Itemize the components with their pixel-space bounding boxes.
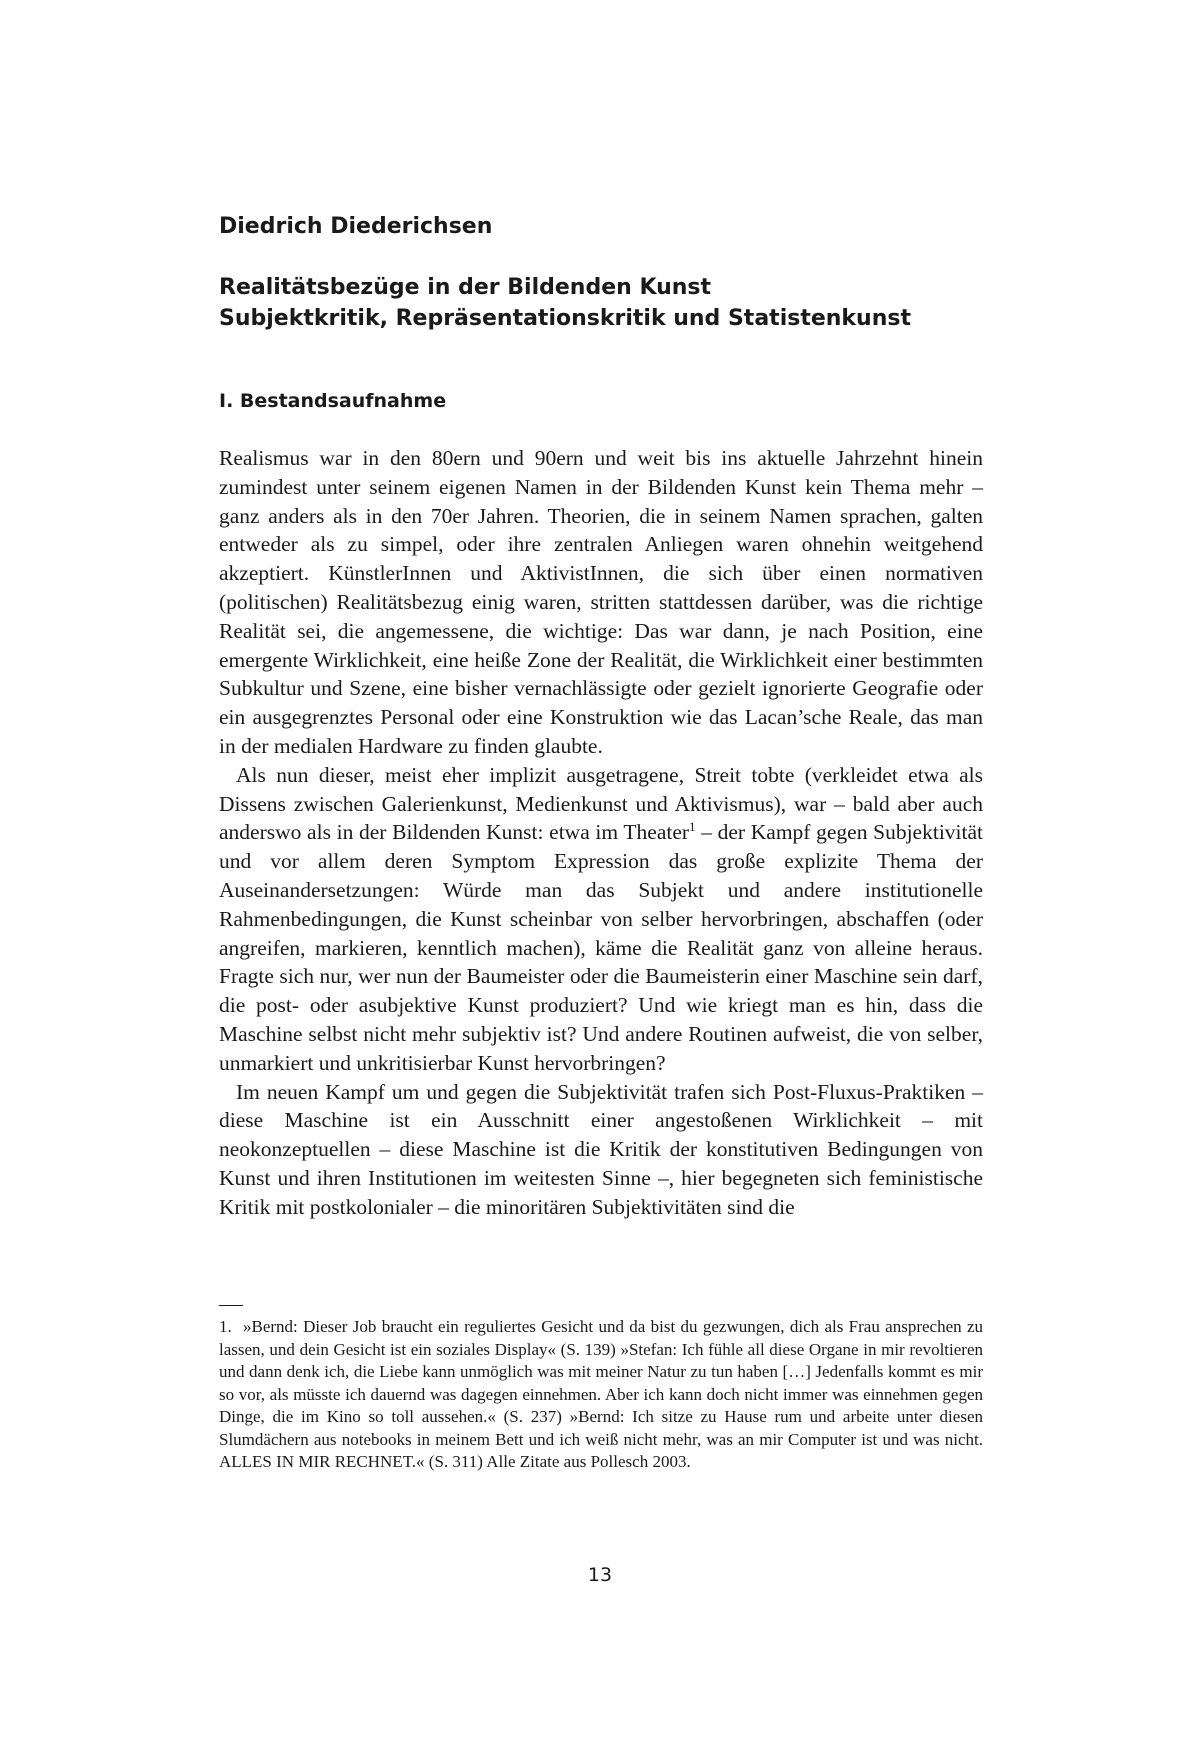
title-line-2: Subjektkritik, Repräsentationskritik und Statistenkunst (219, 306, 911, 331)
paragraph-2-text-a: Als nun dieser, meist eher implizit ausgetragene, Streit tobte (verkleidet etwa als Dissens zwischen Galerienkunst, Medienkunst und Aktivismus), war – bald aber auch anderswo als in der Bildenden Kunst: etwa im Theater (219, 762, 983, 845)
chapter-title (219, 272, 911, 334)
paragraph-3: Im neuen Kampf um und gegen die Subjektivität trafen sich Post-Fluxus-Praktiken – diese Maschine ist ein Ausschnitt einer angestoßenen Wirklichkeit – mit neokonzeptuellen – diese Maschine ist die Kritik der konstitutiven Bedingungen von Kunst und ihren Institutionen im weitesten Sinne –, hier begegneten sich feministische Kritik mit postkolonialer – die minoritären Subjektivitäten sind die (219, 1079, 983, 1219)
footnote-reference[interactable]: 1 (689, 819, 696, 835)
body-text (219, 444, 983, 1222)
title-line-1: Realitätsbezüge in der Bildenden Kunst (219, 275, 712, 300)
footnote-number: 1. (219, 1317, 232, 1336)
paragraph-2 (219, 761, 983, 1078)
footnote (219, 1316, 983, 1474)
footnote-divider (219, 1305, 243, 1306)
footnote-text: »Bernd: Dieser Job braucht ein reguliertes Gesicht und da bist du gezwungen, dich als Frau ansprechen zu lassen, und dein Gesicht ist ein soziales Display« (S. 139) »Stefan: Ich fühle all diese Organe in mir revoltieren und dann denk ich, die Liebe kann unmöglich was mit meiner Natur zu tun haben […] Jedenfalls kommt es mir so vor, als müsste ich dauernd was dagegen einnehmen. Aber ich kann doch nicht immer was einnehmen gegen Dinge, die im Kino so toll aussehen.« (S. 237) »Bernd: Ich sitze zu Hause rum und arbeite unter diesen Slumdächern aus notebooks in meinem Bett und ich weiß nicht mehr, was an mir Computer ist und was nicht. ALLES IN MIR RECHNET.« (S. 311) Alle Zitate aus Pollesch 2003. (219, 1317, 983, 1471)
section-heading: I. Bestandsaufnahme (219, 390, 447, 412)
page-number: 13 (587, 1564, 613, 1586)
author-name: Diedrich Diederichsen (219, 214, 493, 239)
paragraph-1: Realismus war in den 80ern und 90ern und weit bis ins aktuelle Jahrzehnt hinein zumindest unter seinem eigenen Namen in der Bildenden Kunst kein Thema mehr – ganz anders als in den 70er Jahren. Theorien, die in seinem Namen sprachen, galten entweder als zu simpel, oder ihre zentralen Anliegen waren ohnehin weitgehend akzeptiert. KünstlerInnen und AktivistInnen, die sich über einen normativen (politischen) Realitätsbezug einig waren, stritten stattdessen darüber, was die richtige Realität sei, die angemessene, die wichtige: Das war dann, je nach Position, eine emergente Wirklichkeit, eine heiße Zone der Realität, die Wirklichkeit einer bestimmten Subkultur und Szene, eine bisher vernachlässigte oder gezielt ignorierte Geografie oder ein ausgegrenztes Personal oder eine Konstruktion wie das Lacan’sche Reale, das man in der medialen Hardware zu finden glaubte. (219, 446, 983, 758)
paragraph-2-text-b: – der Kampf gegen Subjektivität und vor allem deren Symptom Expression das große explizite Thema der Auseinandersetzungen: Würde man das Subjekt und andere institutionelle Rahmenbedingungen, die Kunst scheinbar von selber hervorbringen, abschaffen (oder angreifen, markieren, kenntlich machen), käme die Realität ganz von alleine heraus. Fragte sich nur, wer nun der Baumeister oder die Baumeisterin einer Maschine sein darf, die post- oder asubjektive Kunst produziert? Und wie kriegt man es hin, dass die Maschine selbst nicht mehr subjektiv ist? Und andere Routinen aufweist, die von selber, unmarkiert und unkritisierbar Kunst hervorbringen? (219, 820, 984, 1075)
